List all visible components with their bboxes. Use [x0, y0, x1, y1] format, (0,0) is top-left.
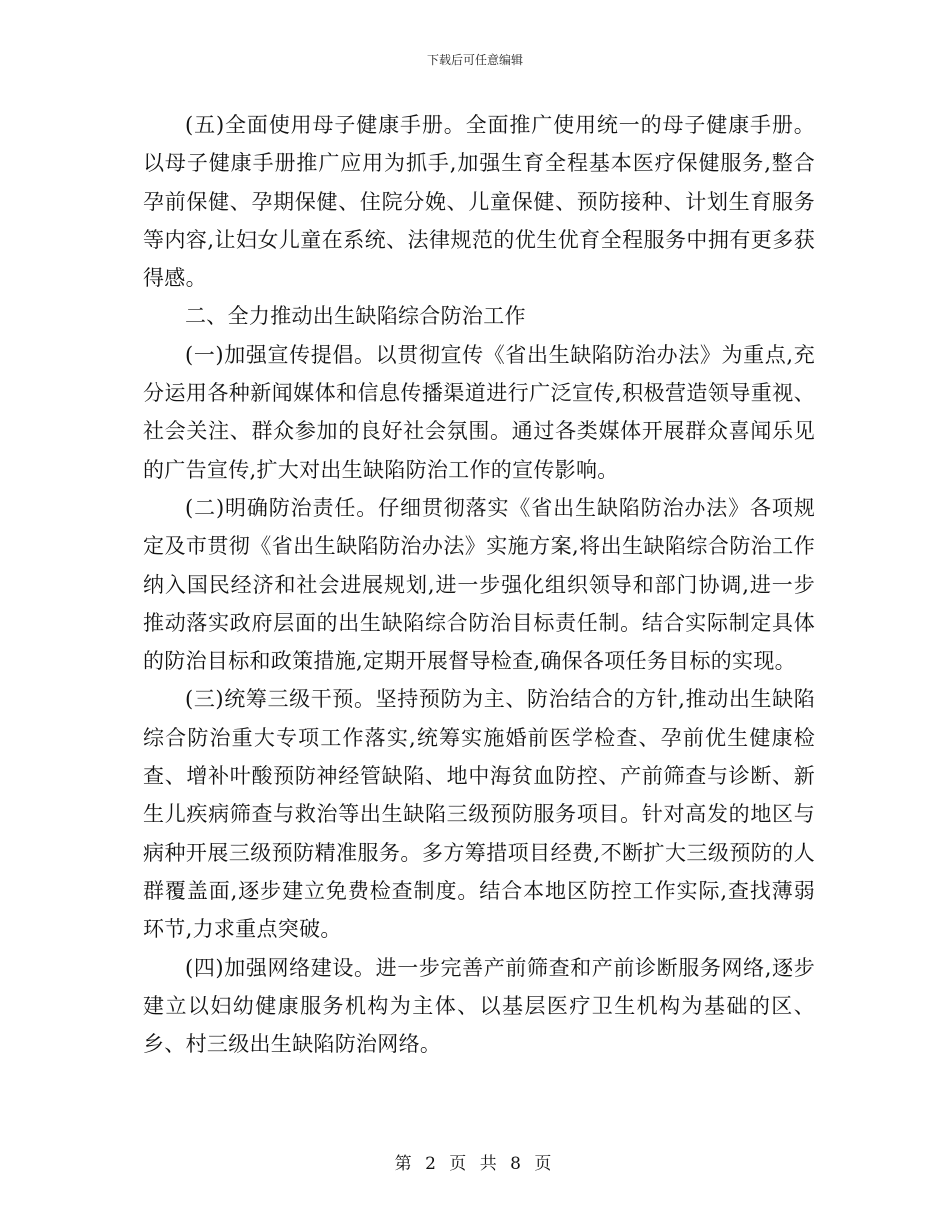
page-header: 下载后可任意编辑 [426, 53, 523, 67]
section-heading-2: 二、全力推动出生缺陷综合防治工作 [185, 304, 526, 329]
paragraph-1-publicity: (一)加强宣传提倡。以贯彻宣传《省出生缺陷防治办法》为重点,充分运用各种新闻媒体和信息传播渠道进行广泛宣传,积极营造领导重视、社会关注、群众参加的良好社会氛围。通过各类媒体开展群众喜闻乐见的广告宣传,扩大对出生缺陷防治工作的宣传影响。 [143, 342, 815, 482]
paragraph-5-maternal-child-handbook: (五)全面使用母子健康手册。全面推广使用统一的母子健康手册。以母子健康手册推广应用为抓手,加强生育全程基本医疗保健服务,整合孕前保健、孕期保健、住院分娩、儿童保健、预防接种、计划生育服务等内容,让妇女儿童在系统、法律规范的优生优育全程服务中拥有更多获得感。 [143, 113, 815, 291]
paragraph-3-intervention: (三)统筹三级干预。坚持预防为主、防治结合的方针,推动出生缺陷综合防治重大专项工作落实,统筹实施婚前医学检查、孕前优生健康检查、增补叶酸预防神经管缺陷、地中海贫血防控、产前筛查与诊断、新生儿疾病筛查与救治等出生缺陷三级预防服务项目。针对高发的地区与病种开展三级预防精准服务。多方筹措项目经费,不断扩大三级预防的人群覆盖面,逐步建立免费检查制度。结合本地区防控工作实际,查找薄弱环节,力求重点突破。 [143, 687, 815, 942]
page-footer: 第 2 页 共 8 页 [394, 1154, 556, 1174]
paragraph-4-network: (四)加强网络建设。进一步完善产前筛查和产前诊断服务网络,逐步建立以妇幼健康服务机构为主体、以基层医疗卫生机构为基础的区、乡、村三级出生缺陷防治网络。 [143, 955, 815, 1057]
paragraph-2-responsibility: (二)明确防治责任。仔细贯彻落实《省出生缺陷防治办法》各项规定及市贯彻《省出生缺陷防治办法》实施方案,将出生缺陷综合防治工作纳入国民经济和社会进展规划,进一步强化组织领导和部门协调,进一步推动落实政府层面的出生缺陷综合防治目标责任制。结合实际制定具体的防治目标和政策措施,定期开展督导检查,确保各项任务目标的实现。 [143, 495, 815, 674]
document-body [143, 106, 815, 1063]
